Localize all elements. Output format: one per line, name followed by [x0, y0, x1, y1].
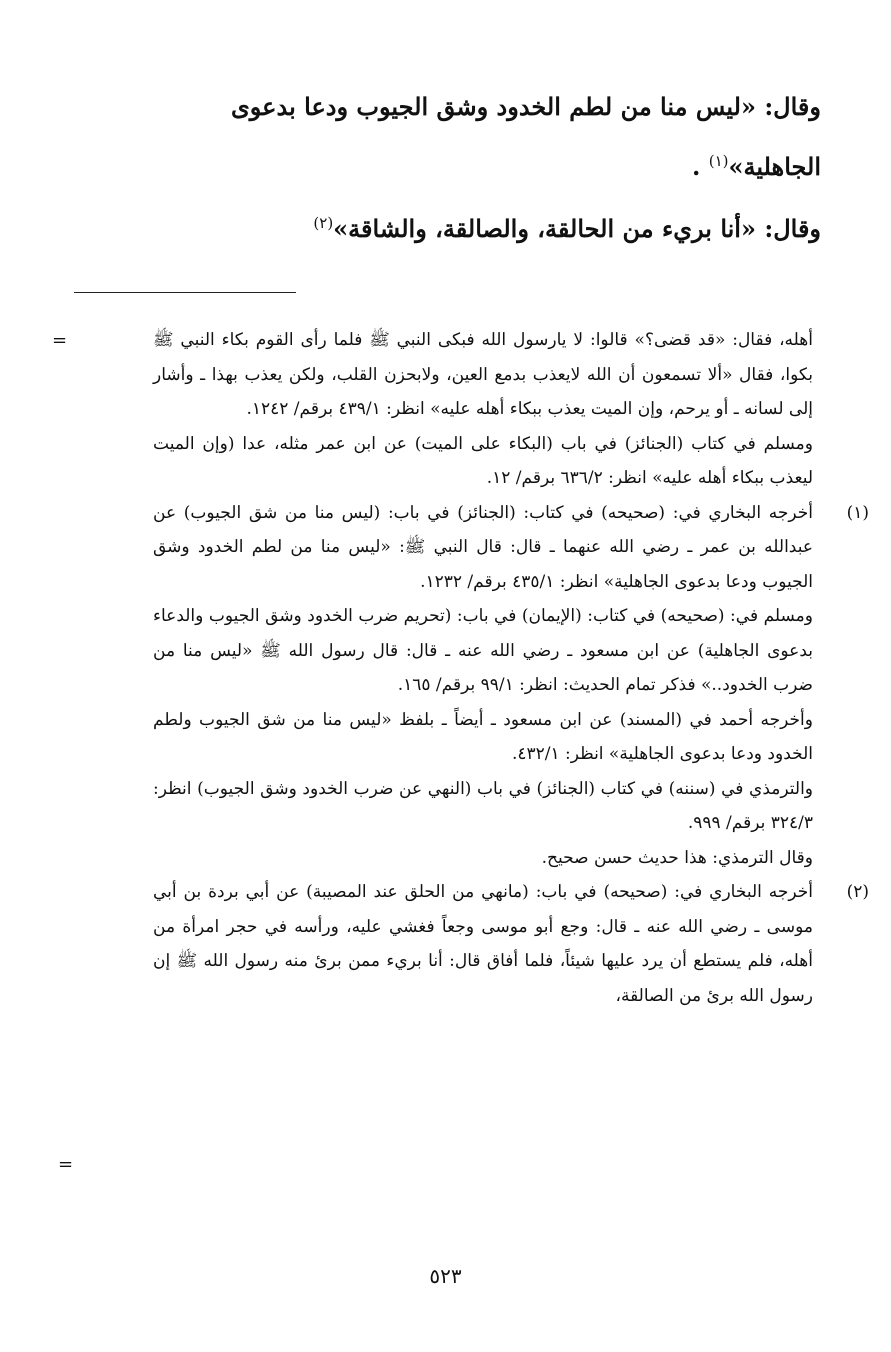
hadith-2-text: وقال: «أنا بريء من الحالقة، والصالقة، والشاقة» — [333, 214, 821, 243]
hadith-line-1 — [151, 80, 821, 194]
footnote-1 — [153, 496, 869, 876]
footnote-continuation-para-2: ومسلم في كتاب (الجنائز) في باب (البكاء على الميت) عن ابن عمر مثله، عدا (وإن الميت ليعذب ببكاء أهله عليه» انظر: ٦٣٦/٢ برقم/ ١٢. — [153, 433, 813, 488]
footnote-ref-2[interactable]: (٢) — [313, 214, 334, 232]
footnote-ref-1[interactable]: (١) — [708, 152, 729, 170]
hadith-line-2 — [151, 196, 821, 256]
footnote-1-para-1: أخرجه البخاري في: (صحيحه) في كتاب: (الجنائز) في باب: (ليس منا من شق الجيوب) عن عبدالله بن عمر ـ رضي الله عنهما ـ قال: قال النبي ﷺ: «ليس منا من لطم الخدود وشق الجيوب ودعا بدعوى الجاهلية» انظر: ٤٣٥/١ برقم/ ١٢٣٢. — [153, 502, 813, 592]
footnote-2-number: (٢) — [846, 882, 869, 902]
footnote-1-para-2: ومسلم في: (صحيحه) في كتاب: (الإيمان) في باب: (تحريم ضرب الخدود وشق الجيوب والدعاء بدعوى الجاهلية) عن ابن مسعود ـ رضي الله عنه ـ قال: قال رسول الله ﷺ «ليس منا من ضرب الخدود..» فذكر تمام الحديث: انظر: ٩٩/١ برقم/ ١٦٥. — [153, 606, 813, 695]
continuation-mark-top: = — [52, 330, 68, 351]
footnote-1-number: (١) — [846, 502, 869, 523]
page-number: ٥٢٣ — [429, 1264, 462, 1288]
footnote-separator — [74, 292, 296, 293]
hadith-1-text: وقال: «ليس منا من لطم الخدود وشق الجيوب ودعا بدعوى الجاهلية» — [231, 92, 821, 181]
hadith-1-period: . — [692, 152, 701, 181]
footnote-2 — [153, 875, 869, 1013]
continuation-mark-bottom: = — [58, 1154, 74, 1175]
footnote-2-para-1: أخرجه البخاري في: (صحيحه) في باب: (مانهي من الحلق عند المصيبة) عن أبي بردة بن أبي موسى ـ رضي الله عنه ـ قال: وجع أبو موسى وجعاً فغشي عليه، ورأسه في حجر امرأة من أهله، فلم يستطع أن يرد عليها شيئاً، فلما أفاق قال: أنا بريء ممن برئ منه رسول الله ﷺ إن رسول الله برئ من الصالقة، — [153, 882, 813, 1006]
footnote-1-para-3: وأخرجه أحمد في (المسند) عن ابن مسعود ـ أيضاً ـ بلفظ «ليس منا من شق الجيوب ولطم الخدود ودعا بدعوى الجاهلية» انظر: ٤٣٢/١. — [153, 709, 813, 764]
footnote-1-para-5: وقال الترمذي: هذا حديث حسن صحيح. — [541, 847, 813, 868]
footnote-continuation-para-1: أهله، فقال: «قد قضى؟» قالوا: لا يارسول الله فبكى النبي ﷺ فلما رأى القوم بكاء النبي ﷺ بكوا، فقال «ألا تسمعون أن الله لايعذب بدمع العين، ولابحزن القلب، ولكن يعذب بهذا ـ وأشار إلى لسانه ـ أو يرحم، وإن الميت يعذب ببكاء أهله عليه» انظر: ٤٣٩/١ برقم/ ١٢٤٢. — [153, 330, 813, 419]
footnotes — [153, 323, 869, 1013]
main-text — [151, 80, 821, 256]
footnote-1-para-4: والترمذي في (سننه) في كتاب (الجنائز) في باب (النهي عن ضرب الخدود وشق الجيوب) انظر: ٣٢٤/٣ برقم/ ٩٩٩. — [153, 778, 813, 833]
